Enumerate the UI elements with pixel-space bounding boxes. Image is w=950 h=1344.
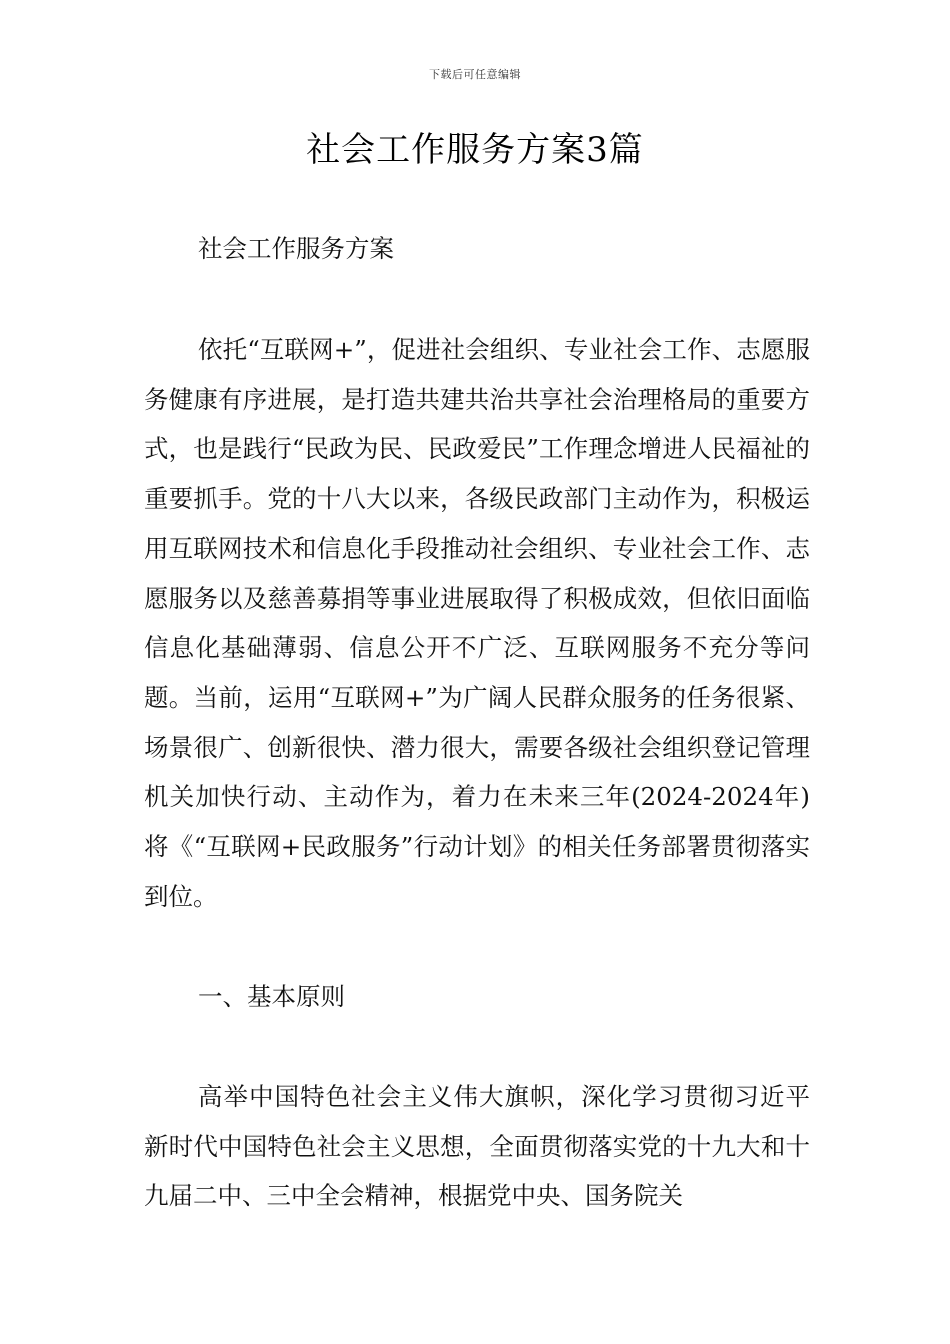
paragraph-intro: 依托“互联网+”，促进社会组织、专业社会工作、志愿服务健康有序进展，是打造共建共治共享社会治理格局的重要方式，也是践行“民政为民、民政爱民”工作理念增进人民福祉的重要抓手。党的十八大以来，各级民政部门主动作为，积极运用互联网技术和信息化手段推动社会组织、专业社会工作、志愿服务以及慈善募捐等事业进展取得了积极成效，但依旧面临信息化基础薄弱、信息公开不广泛、互联网服务不充分等问题。当前，运用“互联网+”为广阔人民群众服务的任务很紧、场景很广、创新很快、潜力很大，需要各级社会组织登记管理机关加快行动、主动作为，着力在未来三年(2024-2024年)将《“互联网+民政服务”行动计划》的相关任务部署贯彻落实到位。	[144, 335, 810, 911]
download-edit-note: 下载后可任意编辑	[429, 68, 521, 81]
paragraph-principles: 高举中国特色社会主义伟大旗帜，深化学习贯彻习近平新时代中国特色社会主义思想，全面贯彻落实党的十九大和十九届二中、三中全会精神，根据党中央、国务院关	[144, 1082, 810, 1211]
document-subtitle: 社会工作服务方案	[198, 234, 394, 263]
section-heading-basic-principles: 一、基本原则	[198, 982, 345, 1011]
document-title: 社会工作服务方案3篇	[306, 130, 644, 170]
